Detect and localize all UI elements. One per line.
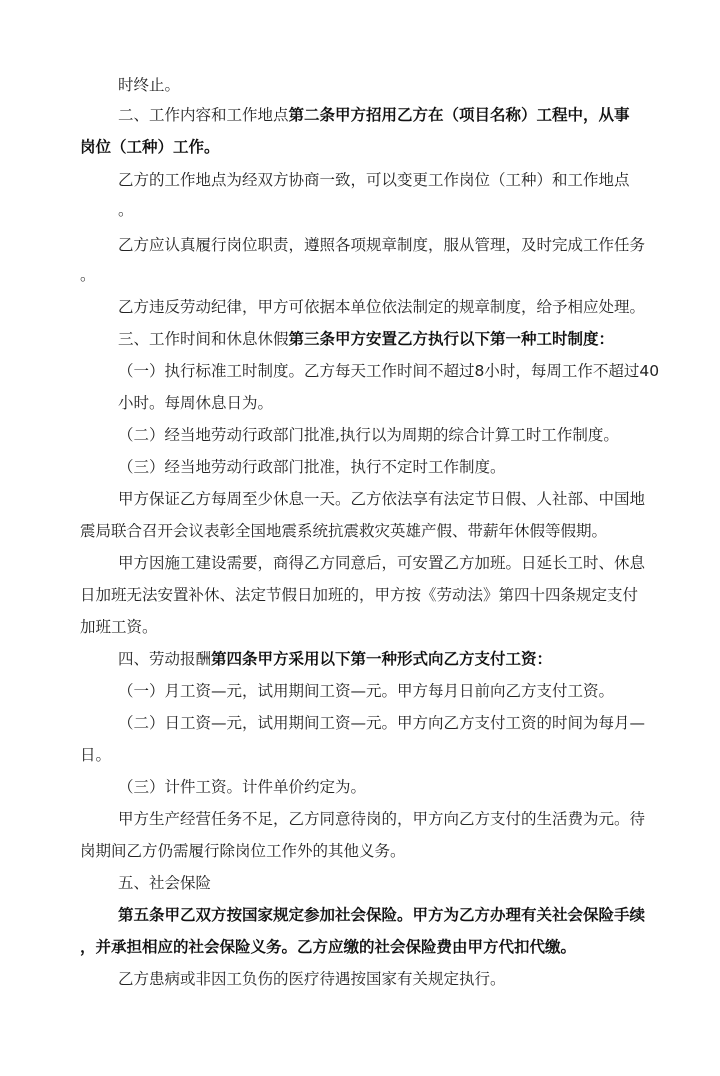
paragraph-line: （二）日工资—元，试用期间工资—元。甲方向乙方支付工资的时间为每月— <box>118 714 646 732</box>
paragraph-line: 三、工作时间和休息休假第三条甲方安置乙方执行以下第一种工时制度： <box>118 330 615 348</box>
paragraph-line: 乙方违反劳动纪律，甲方可依据本单位依法制定的规章制度，给予相应处理。 <box>118 298 646 316</box>
paragraph-line: 岗位（工种）工作。 <box>80 138 220 156</box>
paragraph-line: 。 <box>118 201 134 219</box>
paragraph-line: 甲方生产经营任务不足，乙方同意待岗的，甲方向乙方支付的生活费为元。待 <box>118 810 646 828</box>
paragraph-line: 日。 <box>80 746 112 764</box>
paragraph-line: （一）月工资—元，试用期间工资—元。甲方每月日前向乙方支付工资。 <box>118 682 615 700</box>
paragraph-line: 加班工资。 <box>80 618 158 636</box>
paragraph-line: 震局联合召开会议表彰全国地震系统抗震救灾英雄产假、带薪年休假等假期。 <box>80 522 608 540</box>
paragraph-line: （一）执行标准工时制度。乙方每天工作时间不超过8小时，每周工作不超过40 <box>118 362 660 380</box>
paragraph-line: 乙方的工作地点为经双方协商一致，可以变更工作岗位（工种）和工作地点 <box>118 171 630 189</box>
paragraph-line: 第五条甲乙双方按国家规定参加社会保险。甲方为乙方办理有关社会保险手续 <box>118 906 646 924</box>
paragraph-line: （三）计件工资。计件单价约定为。 <box>118 778 367 796</box>
paragraph-line: 乙方应认真履行岗位职责，遵照各项规章制度，服从管理，及时完成工作任务 <box>118 236 646 254</box>
paragraph-line: （二）经当地劳动行政部门批准,执行以为周期的综合计算工时工作制度。 <box>118 426 619 444</box>
paragraph-line: 乙方患病或非因工负伤的医疗待遇按国家有关规定执行。 <box>118 970 506 988</box>
paragraph-line: （三）经当地劳动行政部门批准，执行不定时工作制度。 <box>118 458 506 476</box>
paragraph-line: 甲方保证乙方每周至少休息一天。乙方依法享有法定节日假、人社部、中国地 <box>118 490 646 508</box>
paragraph-line: 。 <box>80 266 96 284</box>
paragraph-line: ，并承担相应的社会保险义务。乙方应缴的社会保险费由甲方代扣代缴。 <box>80 938 577 956</box>
paragraph-line: 小时。每周休息日为。 <box>118 394 274 412</box>
paragraph-line: 甲方因施工建设需要，商得乙方同意后，可安置乙方加班。日延长工时、休息 <box>118 554 646 572</box>
paragraph-line: 二、工作内容和工作地点第二条甲方招用乙方在（项目名称）工程中，从事 <box>118 106 630 124</box>
paragraph-line: 日加班无法安置补休、法定节假日加班的，甲方按《劳动法》第四十四条规定支付 <box>80 586 639 604</box>
paragraph-line: 时终止。 <box>118 76 181 94</box>
paragraph-line: 岗期间乙方仍需履行除岗位工作外的其他义务。 <box>80 842 406 860</box>
section-heading: 五、社会保险 <box>118 874 212 892</box>
paragraph-line: 四、劳动报酬第四条甲方采用以下第一种形式向乙方支付工资： <box>118 650 553 668</box>
